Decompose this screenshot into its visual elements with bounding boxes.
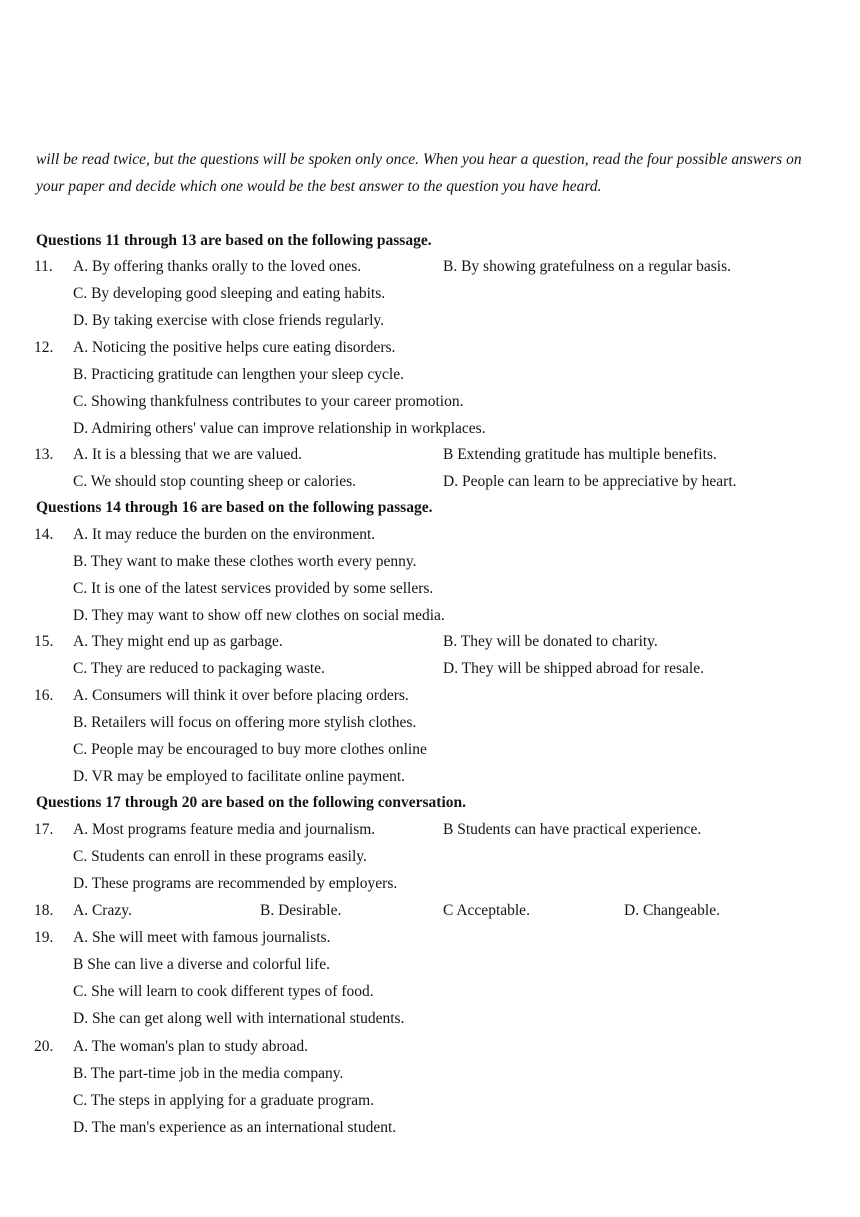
answer-option: A. Most programs feature media and journalism.: [73, 821, 376, 838]
answer-option: B. They want to make these clothes worth every penny.: [73, 553, 417, 570]
section-heading: Questions 11 through 13 are based on the following passage.: [36, 232, 432, 249]
question-number: 20.: [34, 1038, 54, 1055]
answer-option: C. We should stop counting sheep or calories.: [73, 473, 357, 490]
answer-option: C. Students can enroll in these programs easily.: [73, 848, 367, 865]
answer-option: A. She will meet with famous journalists.: [73, 929, 331, 946]
answer-option: A. The woman's plan to study abroad.: [73, 1038, 308, 1055]
answer-option: A. It may reduce the burden on the environment.: [73, 526, 376, 543]
question-number: 15.: [34, 633, 54, 650]
answer-option: C Acceptable.: [443, 902, 530, 919]
answer-option: D. The man's experience as an international student.: [73, 1119, 397, 1136]
answer-option: A. Crazy.: [73, 902, 132, 919]
answer-option: D. They may want to show off new clothes on social media.: [73, 607, 445, 624]
answer-option: D. VR may be employed to facilitate online payment.: [73, 768, 406, 785]
answer-option: A. They might end up as garbage.: [73, 633, 283, 650]
answer-option: D. They will be shipped abroad for resale.: [443, 660, 704, 677]
answer-option: B. Practicing gratitude can lengthen your sleep cycle.: [73, 366, 404, 383]
answer-option: C. People may be encouraged to buy more clothes online: [73, 741, 427, 758]
answer-option: C. The steps in applying for a graduate program.: [73, 1092, 375, 1109]
question-number: 16.: [34, 687, 54, 704]
answer-option: A. Noticing the positive helps cure eating disorders.: [73, 339, 396, 356]
answer-option: C. They are reduced to packaging waste.: [73, 660, 325, 677]
question-number: 13.: [34, 446, 54, 463]
answer-option: C. She will learn to cook different types of food.: [73, 983, 374, 1000]
answer-option: A. Consumers will think it over before placing orders.: [73, 687, 409, 704]
answer-option: C. It is one of the latest services provided by some sellers.: [73, 580, 434, 597]
answer-option: C. Showing thankfulness contributes to your career promotion.: [73, 393, 464, 410]
answer-option: B She can live a diverse and colorful life.: [73, 956, 330, 973]
answer-option: B. The part-time job in the media company.: [73, 1065, 344, 1082]
listening-instructions: will be read twice, but the questions will be spoken only once. When you hear a question, read the four possible answers on your paper and decide which one would be the best answer to the question you have heard.: [36, 151, 802, 195]
answer-option: D. Admiring others' value can improve relationship in workplaces.: [73, 420, 486, 437]
answer-option: A. It is a blessing that we are valued.: [73, 446, 302, 463]
answer-option: B. Desirable.: [260, 902, 342, 919]
answer-option: D. She can get along well with international students.: [73, 1010, 405, 1027]
question-number: 14.: [34, 526, 54, 543]
answer-option: B. Retailers will focus on offering more stylish clothes.: [73, 714, 417, 731]
answer-option: D. These programs are recommended by employers.: [73, 875, 398, 892]
question-number: 19.: [34, 929, 54, 946]
answer-option: B. They will be donated to charity.: [443, 633, 658, 650]
question-number: 18.: [34, 902, 54, 919]
section-heading: Questions 17 through 20 are based on the following conversation.: [36, 794, 467, 811]
section-heading: Questions 14 through 16 are based on the following passage.: [36, 499, 433, 516]
question-number: 12.: [34, 339, 54, 356]
answer-option: B Students can have practical experience.: [443, 821, 702, 838]
question-number: 17.: [34, 821, 54, 838]
answer-option: D. By taking exercise with close friends regularly.: [73, 312, 385, 329]
answer-option: B. By showing gratefulness on a regular basis.: [443, 258, 731, 275]
answer-option: D. Changeable.: [624, 902, 720, 919]
answer-option: B Extending gratitude has multiple benefits.: [443, 446, 717, 463]
question-number: 11.: [34, 258, 53, 275]
answer-option: D. People can learn to be appreciative by heart.: [443, 473, 737, 490]
answer-option: C. By developing good sleeping and eating habits.: [73, 285, 386, 302]
answer-option: A. By offering thanks orally to the loved ones.: [73, 258, 362, 275]
